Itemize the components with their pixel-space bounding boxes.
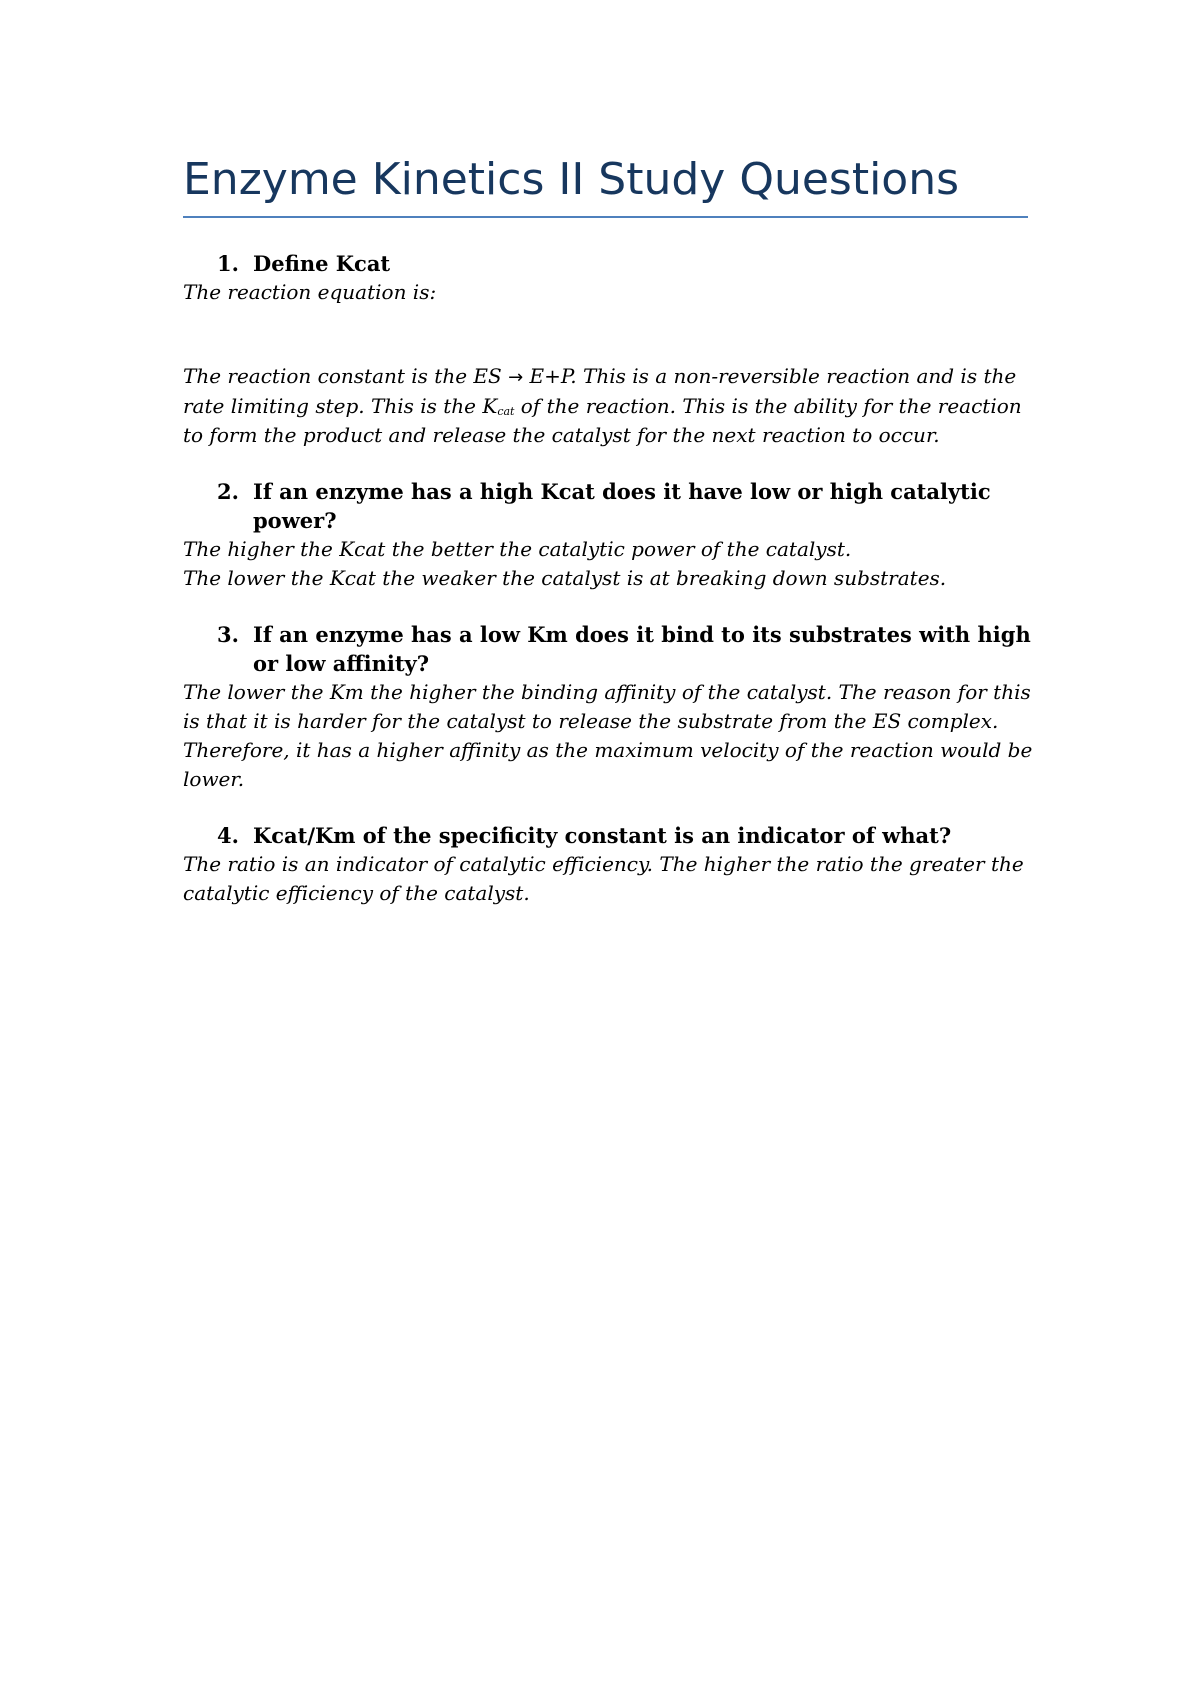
question-1 [183,249,1033,278]
arrow-right-icon: → [508,367,524,388]
question-4-text: Kcat/Km of the specificity constant is an indicator of what? [253,823,952,848]
question-3-number: 3. [217,622,239,647]
question-4-number: 4. [217,823,239,848]
question-2-number: 2. [217,479,239,504]
answer-1-part-c: of the reaction. This is the ability for the reaction to form the product and release the catalyst for the next reaction to occur. [183,394,1022,447]
question-3 [183,620,1033,678]
question-1-number: 1. [217,251,239,276]
answer-1-intro: The reaction equation is: [183,280,437,304]
answer-1-part-a: The reaction constant is the ES [183,364,509,388]
question-3-text: If an enzyme has a low Km does it bind to its substrates with high or low affinity? [253,622,1031,676]
document-title: Enzyme Kinetics II Study Questions [183,154,960,205]
answer-1-body [183,362,1033,450]
answer-2-line-1: The higher the Kcat the better the catalytic power of the catalyst. [183,537,852,561]
title-underline [183,216,1028,218]
answer-2-line-2: The lower the Kcat the weaker the catalyst is at breaking down substrates. [183,566,947,590]
question-4 [183,821,1033,850]
answer-3: The lower the Km the higher the binding affinity of the catalyst. The reason for this is that it is harder for the catalyst to release the substrate from the ES complex. Therefore, it has a higher affinity as the maximum velocity of the reaction would be lower. [183,680,1033,791]
answer-1-subscript: cat [497,405,515,418]
answer-1-part-b: E+P. This is a non-reversible reaction and is the rate limiting step. This is the K [183,364,1017,418]
question-1-text: Define Kcat [253,251,391,276]
question-2 [183,477,1033,535]
answer-4: The ratio is an indicator of catalytic efficiency. The higher the ratio the greater the catalytic efficiency of the catalyst. [183,852,1024,905]
document-body [183,249,1033,908]
question-2-text: If an enzyme has a high Kcat does it have low or high catalytic power? [253,479,991,533]
equation-placeholder [183,307,1033,362]
